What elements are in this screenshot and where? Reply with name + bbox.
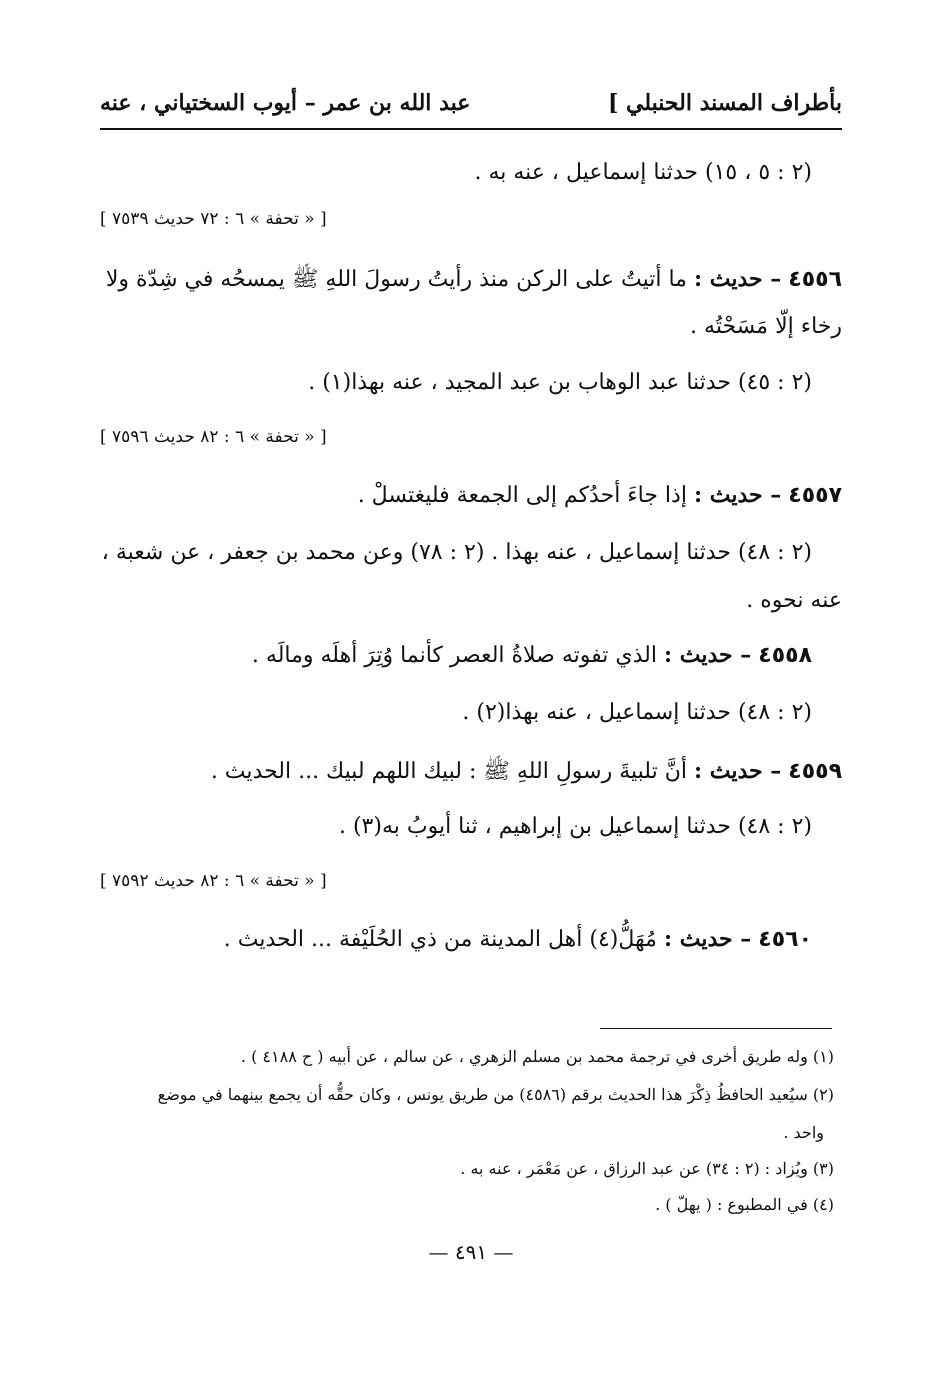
tuhfa-reference: [ « تحفة » ٦ : ٨٢ حديث ٧٥٩٦ ]	[100, 427, 327, 447]
hadith-number: ٤٥٥٨	[758, 643, 812, 668]
hadith-text: ما أتيتُ على الركن منذ رأيتُ رسولَ اللهِ ﷺ يمسحُه في شِدّة ولا	[105, 267, 687, 292]
isnad-line: (٢ : ٤٨) حدثنا إسماعيل ، عنه بهذا . (٢ : ٧٨) وعن محمد بن جعفر ، عن شعبة ،	[101, 540, 812, 565]
isnad-line: (٢ : ٤٥) حدثنا عبد الوهاب بن عبد المجيد ، عنه بهذا(١) .	[308, 370, 812, 395]
footnote: (٤) في المطبوع : ( يهلّ ) .	[655, 1195, 834, 1214]
footnote-continuation: واحد .	[783, 1123, 824, 1142]
isnad-line: (٢ : ٥ ، ١٥) حدثنا إسماعيل ، عنه به .	[474, 160, 812, 185]
tuhfa-reference: [ « تحفة » ٦ : ٨٢ حديث ٧٥٩٢ ]	[100, 871, 327, 891]
hadith-label: – حديث :	[693, 482, 782, 508]
isnad-continuation: عنه نحوه .	[746, 588, 842, 613]
hadith-text: أنَّ تلبيةَ رسولِ اللهِ ﷺ : لبيك اللهم لبيك ... الحديث .	[210, 759, 687, 784]
tuhfa-reference: [ « تحفة » ٦ : ٧٢ حديث ٧٥٣٩ ]	[100, 209, 327, 229]
footnote-separator	[600, 1028, 832, 1029]
hadith-label: – حديث :	[663, 642, 752, 668]
hadith-label: – حديث :	[693, 758, 782, 784]
hadith-number: ٤٥٥٩	[788, 759, 842, 784]
hadith-text: الذي تفوته صلاةُ العصر كأنما وُتِرَ أهلَه ومالَه .	[251, 643, 657, 668]
hadith-text: مُهَلُّ(٤) أهل المدينة من ذي الحُلَيْفة ... الحديث .	[223, 927, 657, 952]
hadith-entry	[100, 756, 842, 787]
hadith-entry	[100, 480, 842, 511]
hadith-number: ٤٥٥٧	[788, 483, 842, 508]
isnad-line: (٢ : ٤٨) حدثنا إسماعيل ، عنه بهذا(٢) .	[462, 700, 812, 725]
header-book-title: بأطراف المسند الحنبلي ]	[607, 90, 842, 116]
hadith-text: إذا جاءَ أحدُكم إلى الجمعة فليغتسلْ .	[357, 483, 687, 508]
footnote: (١) وله طريق أخرى في ترجمة محمد بن مسلم الزهري ، عن سالم ، عن أبيه ( ح ٤١٨٨ ) .	[240, 1047, 834, 1066]
hadith-number: ٤٥٥٦	[788, 267, 842, 292]
page-number: — ٤٩١ —	[428, 1240, 514, 1264]
footnote: (٢) سيُعيد الحافظُ ذِكْرَ هذا الحديث برقم (٤٥٨٦) من طريق يونس ، وكان حقُّه أن يجمع بينهما في موضع	[157, 1085, 834, 1104]
hadith-label: – حديث :	[663, 926, 752, 952]
isnad-line: (٢ : ٤٨) حدثنا إسماعيل بن إبراهيم ، ثنا أيوبُ به(٣) .	[338, 814, 812, 839]
footnote: (٣) ويُزاد : (٢ : ٣٤) عن عبد الرزاق ، عن مَعْمَر ، عنه به .	[460, 1159, 834, 1178]
running-header	[100, 88, 842, 130]
hadith-label: – حديث :	[693, 266, 782, 292]
hadith-entry	[100, 264, 842, 295]
hadith-entry	[100, 640, 812, 671]
hadith-number: ٤٥٦٠	[758, 927, 812, 952]
header-chapter-title: عبد الله بن عمر – أيوب السختياني ، عنه	[100, 90, 471, 116]
hadith-continuation: رخاء إلّا مَسَحْتُه .	[690, 314, 842, 339]
hadith-entry	[100, 924, 812, 955]
